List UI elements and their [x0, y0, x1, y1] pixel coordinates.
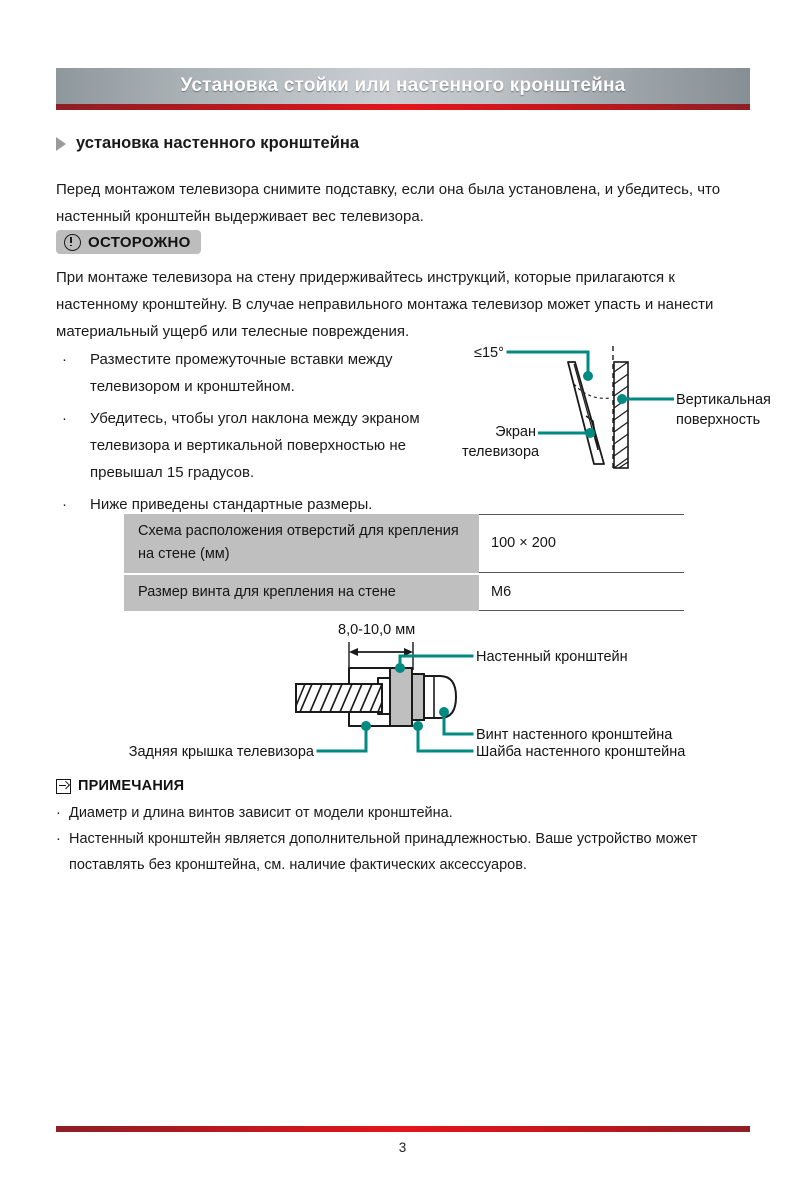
table-cell-value: 100 × 200 [479, 514, 684, 573]
screw-assembly-diagram [100, 616, 740, 764]
note-text: Диаметр и длина винтов зависит от модели кронштейна. [69, 805, 453, 821]
screen-label-line-2: телевизора [462, 444, 540, 460]
table-cell-key: Схема расположения отверстий для крепления на стене (мм) [124, 514, 479, 573]
screw-assembly-illustration [100, 616, 740, 764]
section-heading-label: установка настенного кронштейна [76, 134, 359, 152]
note-arrow-icon [56, 779, 71, 794]
note-marker: · [56, 805, 61, 821]
wall-bracket-washer [412, 674, 424, 720]
section-heading [56, 134, 359, 153]
warning-circle-icon [64, 234, 81, 251]
bullet-marker: · [62, 351, 67, 368]
wall-leader-dot [617, 394, 627, 404]
wall-mount-spec-table [124, 514, 684, 611]
bullet-marker: · [62, 410, 67, 427]
list-item [56, 405, 456, 486]
angle-label: ≤15° [474, 345, 504, 361]
tilt-angle-diagram [462, 340, 771, 475]
screw-label: Винт настенного кронштейна [476, 727, 673, 743]
table-row [124, 575, 684, 611]
wall-label-line-2: поверхность [676, 412, 761, 428]
bullet-text: Ниже приведены стандартные размеры. [90, 496, 373, 513]
screw-leader-dot [439, 707, 449, 717]
table-cell-key: Размер винта для крепления на стене [124, 575, 479, 611]
bracket-label: Настенный кронштейн [476, 649, 628, 665]
dimension-label: 8,0-10,0 мм [338, 622, 416, 638]
bullet-text: Убедитесь, чтобы угол наклона между экраном телевизора и вертикальной поверхностью не превышал 15 градусов. [90, 410, 420, 481]
caution-paragraph: При монтаже телевизора на стену придерживайтесь инструкций, которые прилагаются к настенному кронштейну. В случае неправильного монтажа телевизор может упасть и нанести материальный ущерб или телесные повреждения. [56, 269, 714, 340]
angle-leader-dot [583, 371, 593, 381]
screen-leader-dot [585, 428, 595, 438]
header-red-rule [56, 104, 750, 110]
list-item [56, 826, 756, 878]
list-item [56, 800, 756, 826]
dimension-arrow-head-left [349, 648, 358, 656]
page-number: 3 [398, 1140, 407, 1155]
screw-thread-shaft [296, 684, 382, 712]
notes-section [56, 778, 756, 878]
wall-label-line-1: Вертикальная [676, 392, 771, 408]
caution-label: ОСТОРОЖНО [88, 233, 191, 251]
bracket-leader-line [400, 656, 472, 668]
wall-label [676, 390, 771, 430]
bullet-text: Разместите промежуточные вставки между телевизором и кронштейном. [90, 351, 393, 395]
note-marker: · [56, 831, 61, 847]
page-title: Установка стойки или настенного кронштейна [180, 75, 626, 96]
instruction-bullet-list [56, 346, 456, 523]
back-cover-leader-dot [361, 721, 371, 731]
back-cover-leader-line [318, 726, 366, 751]
triangle-right-icon [56, 137, 66, 151]
table-cell-value: M6 [479, 575, 684, 611]
caution-badge [56, 230, 201, 254]
screen-label-line-1: Экран [495, 424, 536, 440]
wall-bracket-plate [390, 668, 412, 726]
list-item [56, 346, 456, 400]
footer-red-rule [56, 1126, 750, 1132]
washer-label: Шайба настенного кронштейна [476, 744, 686, 760]
bullet-marker: · [62, 496, 67, 513]
screen-label [462, 422, 540, 462]
intro-paragraph: Перед монтажом телевизора снимите подставку, если она была установлена, и убедитесь, что настенный кронштейн выдерживает вес телевизора. [56, 181, 721, 225]
table-row [124, 514, 684, 573]
washer-leader-dot [413, 721, 423, 731]
back-cover-label: Задняя крышка телевизора [128, 744, 314, 760]
page-header-banner [56, 68, 750, 104]
note-text: Настенный кронштейн является дополнительной принадлежностью. Ваше устройство может поставлять без кронштейна, см. наличие фактических аксессуаров. [69, 831, 698, 873]
notes-heading [56, 778, 756, 794]
bracket-leader-dot [395, 663, 405, 673]
notes-title: ПРИМЕЧАНИЯ [78, 778, 185, 794]
